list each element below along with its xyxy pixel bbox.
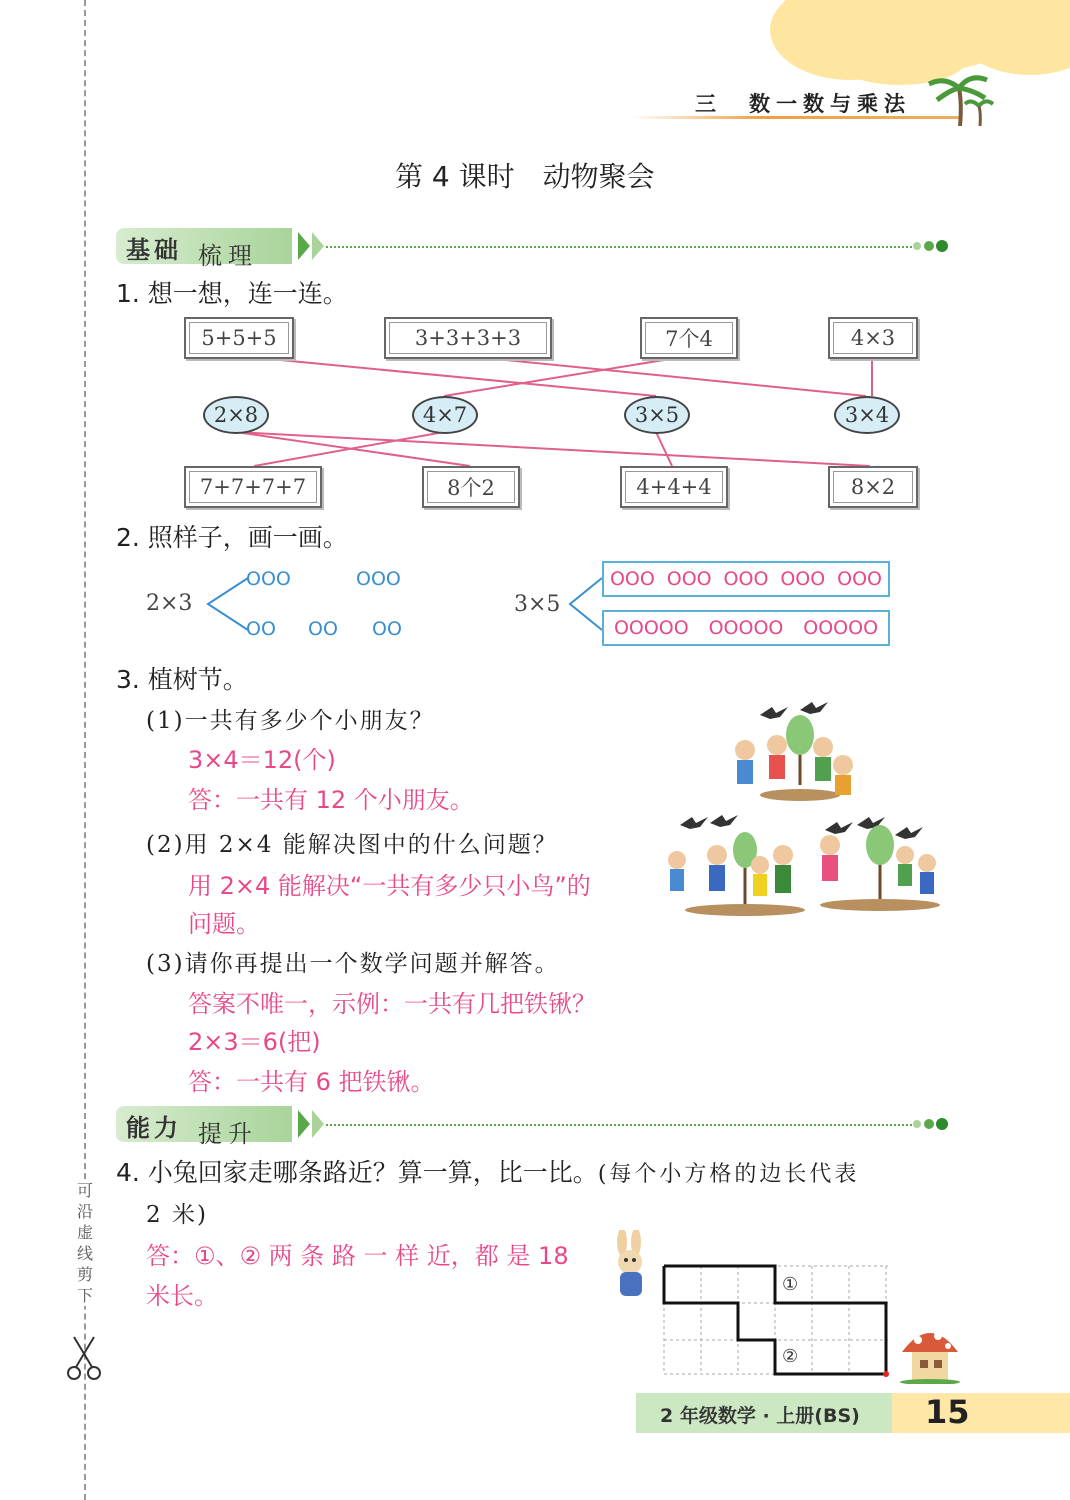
q1-bottom-box: 4+4+4 <box>620 466 728 508</box>
circle-group: OOOOO <box>803 617 879 639</box>
q3-part2-question: (2)用 2×4 能解决图中的什么问题？ <box>146 832 558 858</box>
mushroom-house-illustration <box>898 1320 962 1384</box>
q2-right-bottom-box <box>602 610 890 646</box>
route-grid <box>660 1262 892 1378</box>
q2-left-bottom-group: OO <box>246 618 276 640</box>
q1-title: 1. 想一想，连一连。 <box>116 279 348 308</box>
q3-part2-answer-line2: 问题。 <box>188 910 260 938</box>
circle-group: OOO <box>837 568 883 590</box>
q2-title: 2. 照样子，画一画。 <box>116 523 348 552</box>
q3-part1-answer: 答：一共有 12 个小朋友。 <box>188 786 474 814</box>
q3-part3-question: (3)请你再提出一个数学问题并解答。 <box>146 951 560 977</box>
q1-top-box: 7个4 <box>640 317 738 359</box>
q3-part3-answer-line1: 答案不唯一，示例：一共有几把铁锹？ <box>188 990 596 1018</box>
dotted-rule <box>326 1124 916 1126</box>
dots-icon <box>911 1116 951 1132</box>
scissors-icon <box>66 1335 102 1381</box>
rabbit-illustration <box>600 1230 660 1310</box>
q3-part3-equation: 2×3＝6(把) <box>188 1028 321 1056</box>
q1-bottom-box: 7+7+7+7 <box>184 466 322 508</box>
q2-left-bracket <box>202 572 252 636</box>
section-label-b: 梳理 <box>198 242 258 270</box>
q1-middle-oval: 3×4 <box>834 396 900 434</box>
q3-part2-answer-line1: 用 2×4 能解决“一共有多少只小鸟”的 <box>188 872 591 900</box>
q1-middle-oval: 4×7 <box>412 396 478 434</box>
circle-group: OOO <box>666 568 712 590</box>
q1-top-box: 4×3 <box>828 317 918 359</box>
page-number: 15 <box>925 1393 970 1431</box>
q4-title-main: 4. 小兔回家走哪条路近？算一算，比一比。 <box>116 1158 598 1187</box>
q2-left-bottom-group: OO <box>308 618 338 640</box>
q4-title <box>116 1153 859 1189</box>
q1-middle-oval: 3×5 <box>624 396 690 434</box>
circle-group: OOO <box>723 568 769 590</box>
section-label-b: 提升 <box>198 1120 258 1148</box>
q1-bottom-box: 8个2 <box>422 466 520 508</box>
q4-answer-line1: 答：①、② 两 条 路 一 样 近，都 是 18 <box>146 1242 569 1270</box>
q2-right-expression: 3×5 <box>514 592 561 617</box>
q2-right-bracket <box>566 572 606 636</box>
section-tab <box>116 1106 292 1148</box>
unit-title: 三 数一数与乘法 <box>695 91 911 116</box>
q2-left-bottom-group: OO <box>372 618 402 640</box>
cut-instruction: 可沿虚线剪下 <box>74 1180 96 1306</box>
q3-part1-question: (1)一共有多少个小朋友？ <box>146 708 435 734</box>
tree-planting-illustration <box>665 695 965 925</box>
q4-answer-line2: 米长。 <box>146 1282 218 1310</box>
q3-title: 3. 植树节。 <box>116 665 248 694</box>
section-advanced-header <box>116 1106 956 1146</box>
q3-part3-answer: 答：一共有 6 把铁锹。 <box>188 1068 435 1096</box>
q2-left-top-group: OOO <box>356 568 401 590</box>
circle-group: OOO <box>609 568 655 590</box>
route-2-label: ② <box>782 1346 799 1367</box>
lesson-title: 第 4 课时 动物聚会 <box>395 160 655 193</box>
q1-bottom-box: 8×2 <box>828 466 918 508</box>
q4-title-note-cont: 2 米) <box>146 1202 208 1228</box>
q1-top-box: 3+3+3+3 <box>384 317 552 359</box>
circle-group: OOO <box>780 568 826 590</box>
q1-middle-oval: 2×8 <box>203 396 269 434</box>
circle-group: OOOOO <box>708 617 784 639</box>
circle-group: OOOOO <box>613 617 689 639</box>
route-1-label: ① <box>782 1274 799 1295</box>
q2-right-top-box <box>602 561 890 597</box>
q1-top-box: 5+5+5 <box>184 317 294 359</box>
q2-left-expression: 2×3 <box>146 591 193 616</box>
section-label-a: 基础 <box>126 236 182 264</box>
q1-connection-lines <box>0 0 1070 520</box>
q4-title-note: (每个小方格的边长代表 <box>597 1162 860 1187</box>
section-label-a: 能力 <box>126 1114 182 1142</box>
book-name: 2 年级数学 · 上册(BS) <box>660 1405 860 1427</box>
q3-part1-equation: 3×4＝12(个) <box>188 746 336 774</box>
q2-left-top-group: OOO <box>246 568 291 590</box>
